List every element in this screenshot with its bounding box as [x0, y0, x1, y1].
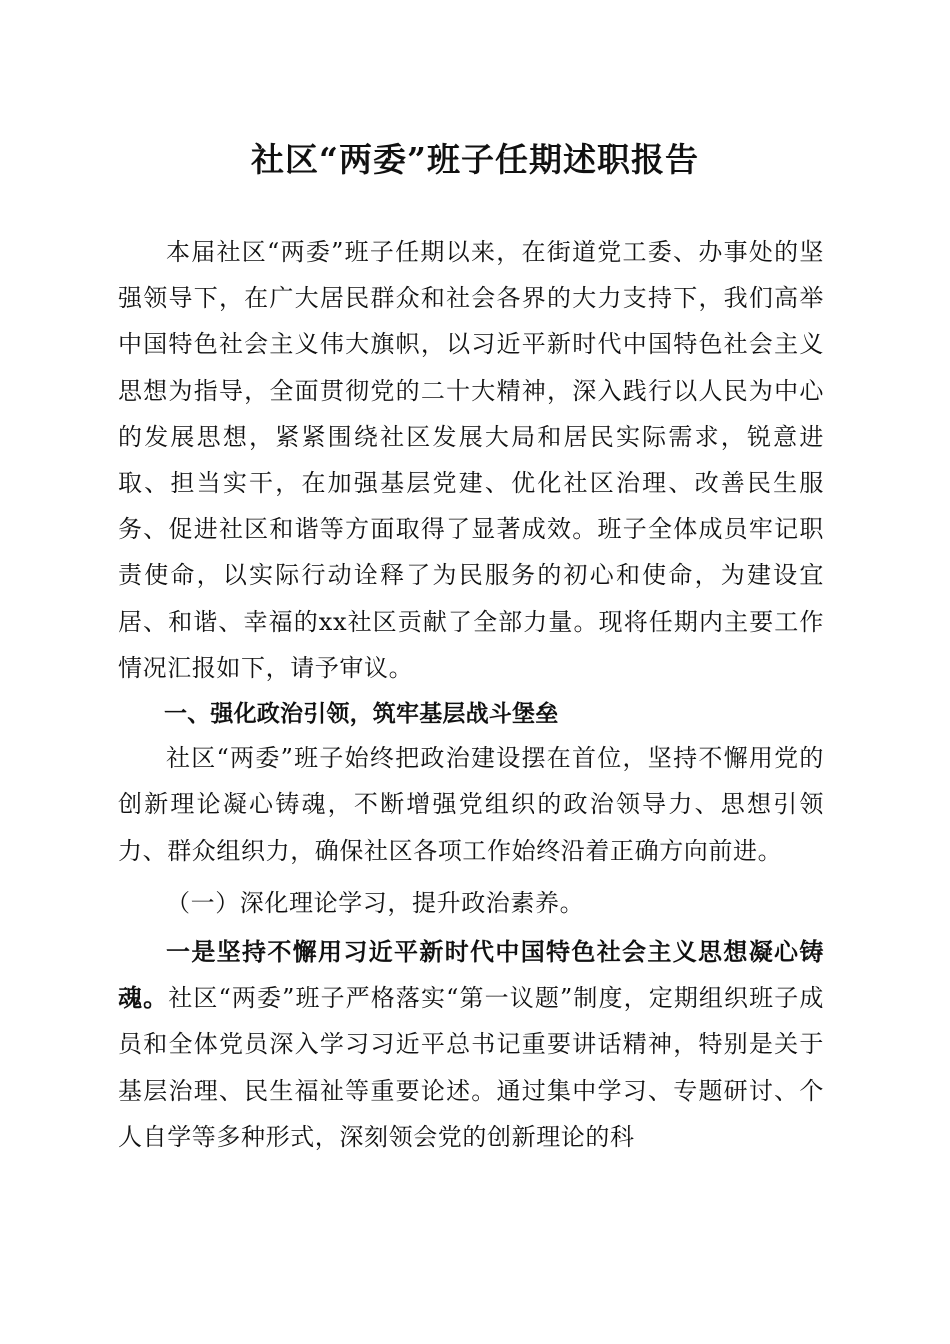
document-title: 社区“两委”班子任期述职报告: [251, 140, 699, 179]
document-body: [118, 229, 824, 1160]
section-1-paragraph: 社区“两委”班子始终把政治建设摆在首位，坚持不懈用党的创新理论凝心铸魂，不断增强党组织的政治领导力、思想引领力、群众组织力，确保社区各项工作始终沿着正确方向前进。: [118, 744, 824, 865]
item-1-text: 社区“两委”班子严格落实“第一议题”制度，定期组织班子成员和全体党员深入学习习近平总书记重要讲话精神，特别是关于基层治理、民生福祉等重要论述。通过集中学习、专题研讨、个人自学等多种形式，深刻领会党的创新理论的科: [118, 984, 824, 1151]
subsection-1-item-1: [118, 929, 824, 1160]
subsection-1-heading: （一）深化理论学习，提升政治素养。: [166, 888, 585, 917]
intro-paragraph: 本届社区“两委”班子任期以来，在街道党工委、办事处的坚强领导下，在广大居民群众和社会各界的大力支持下，我们高举中国特色社会主义伟大旗帜，以习近平新时代中国特色社会主义思想为指导，全面贯彻党的二十大精神，深入践行以人民为中心的发展思想，紧紧围绕社区发展大局和居民实际需求，锐意进取、担当实干，在加强基层党建、优化社区治理、改善民生服务、促进社区和谐等方面取得了显著成效。班子全体成员牢记职责使命，以实际行动诠释了为民服务的初心和使命，为建设宜居、和谐、幸福的xx社区贡献了全部力量。现将任期内主要工作情况汇报如下，请予审议。: [118, 238, 824, 682]
item-1-lead: 一是坚持不懈用习近平新时代中国特色社会主义思想凝心铸魂。: [118, 937, 824, 1013]
section-1-heading: 一、强化政治引领，筑牢基层战斗堡垒: [164, 701, 559, 728]
